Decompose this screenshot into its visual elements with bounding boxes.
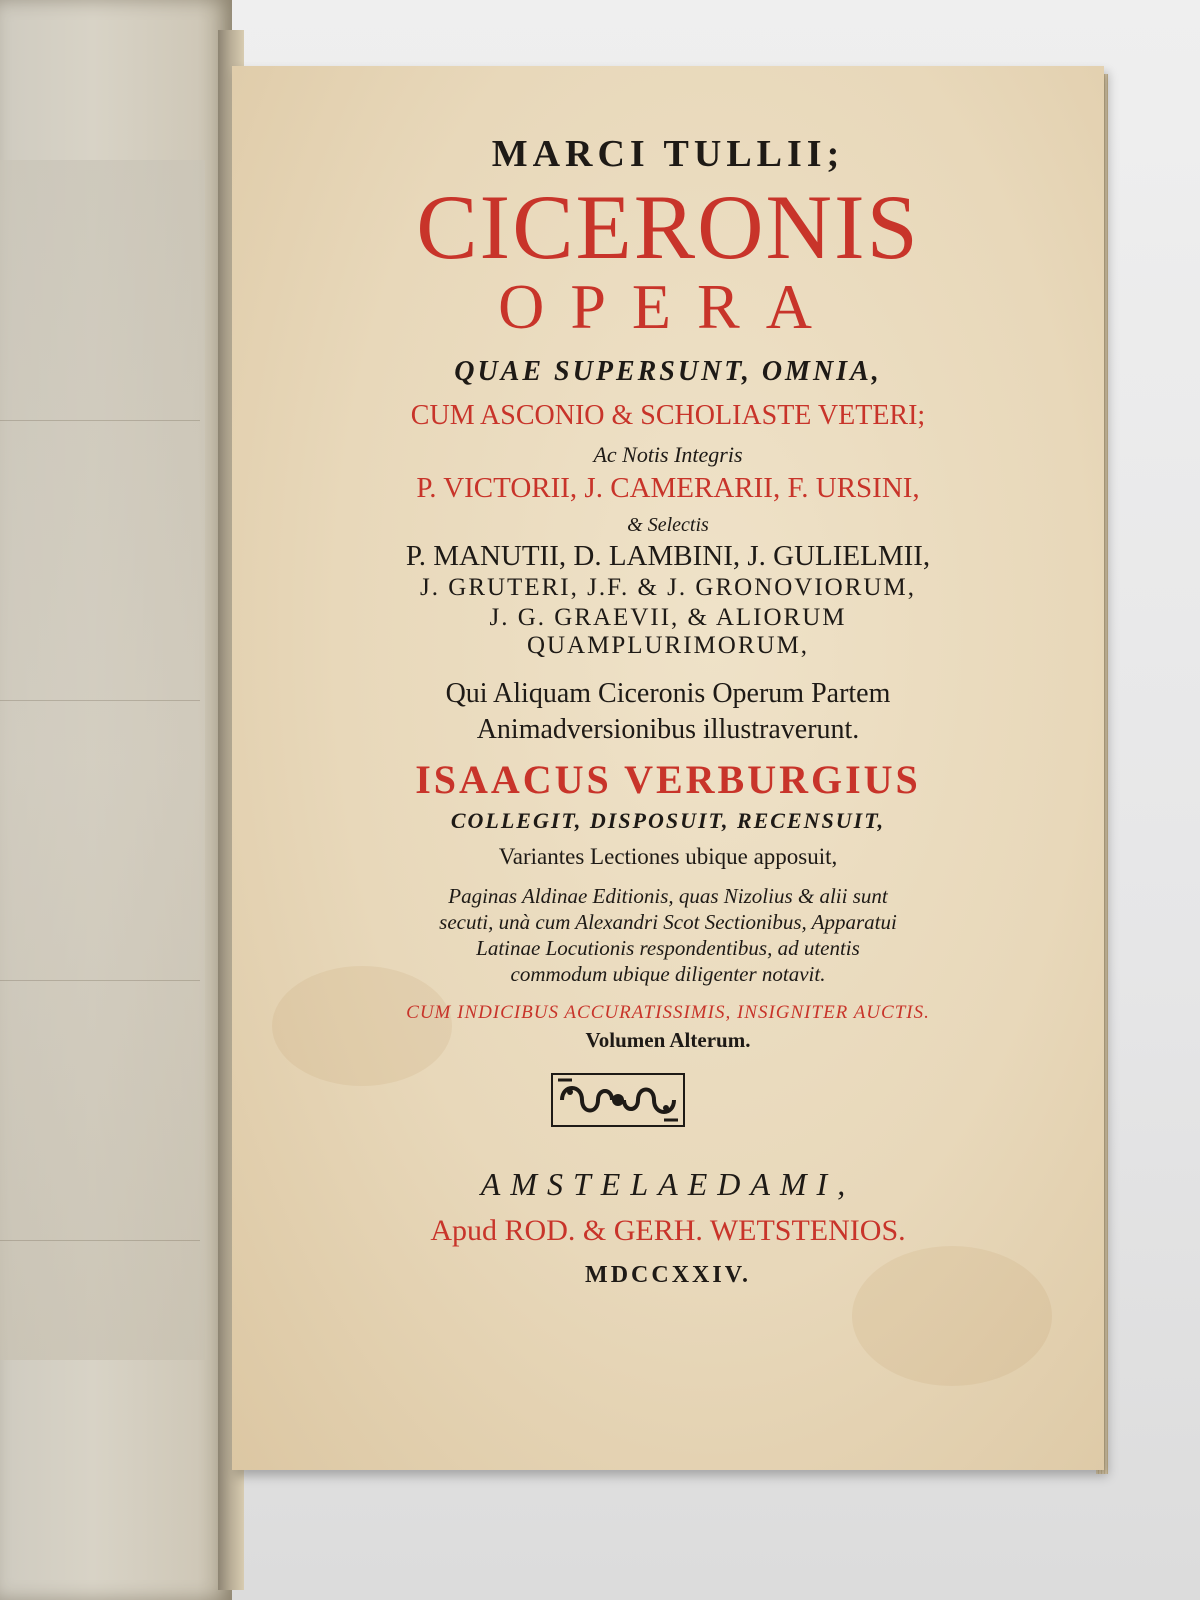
description-line-1: Qui Aliquam Ciceronis Operum Partem: [445, 678, 891, 709]
left-facing-page: [0, 0, 232, 1600]
author-name: CICERONIS: [416, 176, 920, 278]
description-line-2: Animadversionibus illustraverunt.: [476, 714, 860, 745]
editor-name: ISAACUS VERBURGIUS: [415, 757, 921, 802]
commentary-line: CUM ASCONIO & SCHOLIASTE VETERI;: [410, 400, 926, 431]
imprint-place: AMSTELAEDAMI,: [480, 1166, 856, 1202]
imprint-publisher: Apud ROD. & GERH. WETSTENIOS.: [430, 1214, 906, 1247]
editors-line-2: P. MANUTII, D. LAMBINI, J. GULIELMII,: [405, 540, 931, 572]
plate-line: [0, 420, 200, 421]
volume-line: Volumen Alterum.: [585, 1028, 751, 1052]
plate-line: [0, 1240, 200, 1241]
printer-ornament-icon: [548, 1070, 688, 1130]
indices-line: CUM INDICIBUS ACCURATISSIMIS, INSIGNITER AUCTIS.: [406, 1002, 930, 1023]
editors-line-4: J. G. GRAEVII, & ALIORUM: [489, 604, 847, 631]
editors-line-5: QUAMPLURIMORUM,: [526, 632, 810, 659]
aldine-line-2: secuti, unà cum Alexandri Scot Sectionibus, Apparatui: [439, 910, 897, 934]
plate-line: [0, 700, 200, 701]
title-page: [232, 66, 1104, 1470]
author-praenomen: MARCI TULLII;: [491, 133, 845, 175]
work-title: OPERA: [498, 271, 838, 342]
variants-line: Variantes Lectiones ubique apposuit,: [498, 844, 838, 869]
frontispiece-plate: [0, 160, 205, 1360]
selectis-line: & Selectis: [627, 514, 709, 536]
editor-role: COLLEGIT, DISPOSUIT, RECENSUIT,: [450, 808, 886, 833]
aldine-line-4: commodum ubique diligenter notavit.: [510, 962, 826, 986]
subtitle: QUAE SUPERSUNT, OMNIA,: [454, 356, 882, 387]
aldine-line-3: Latinae Locutionis respondentibus, ad utentis: [476, 936, 860, 960]
imprint-date: MDCCXXIV.: [585, 1262, 751, 1288]
editors-line-3: J. GRUTERI, J.F. & J. GRONOVIORUM,: [420, 574, 916, 601]
plate-line: [0, 980, 200, 981]
editors-line-1: P. VICTORII, J. CAMERARII, F. URSINI,: [416, 472, 920, 504]
notes-line: Ac Notis Integris: [593, 442, 743, 467]
aldine-line-1: Paginas Aldinae Editionis, quas Nizolius & alii sunt: [448, 884, 888, 908]
